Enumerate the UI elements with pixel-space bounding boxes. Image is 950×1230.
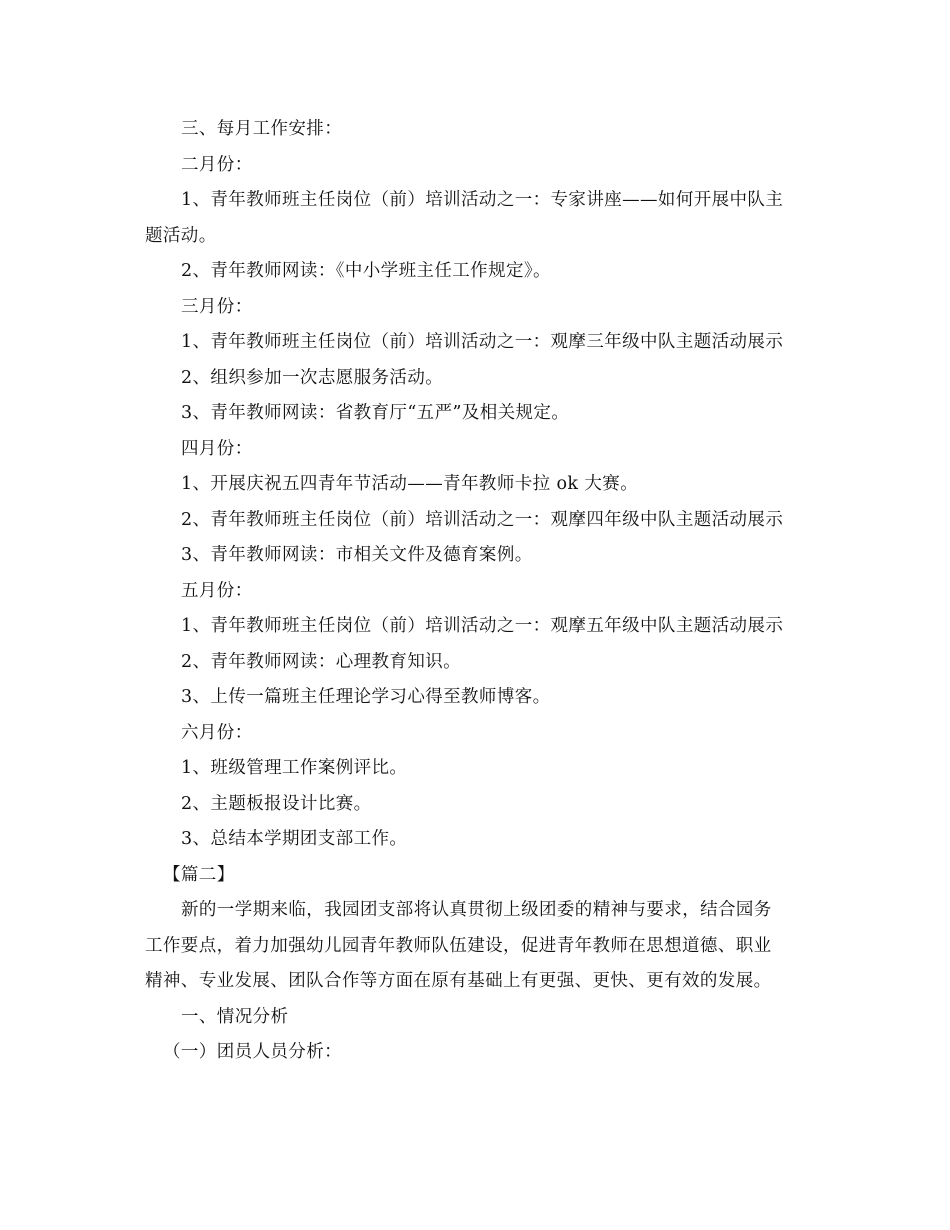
list-item: 2、青年教师网读：心理教育知识。	[181, 651, 462, 672]
paragraph-line: 精神、专业发展、团队合作等方面在原有基础上有更强、更快、更有效的发展。	[145, 971, 772, 991]
paragraph-line: 新的一学期来临，我园团支部将认真贯彻上级团委的精神与要求，结合园务	[181, 900, 772, 920]
month-heading: 六月份：	[181, 722, 253, 743]
month-heading: 三月份：	[181, 296, 253, 317]
section-title: 一、情况分析	[181, 1006, 289, 1027]
section-title: 三、每月工作安排：	[181, 119, 343, 139]
paragraph	[145, 183, 813, 254]
list-item: 1、青年教师班主任岗位（前）培训活动之一：观摩五年级中队主题活动展示	[181, 616, 784, 636]
list-item: 1、青年教师班主任岗位（前）培训活动之一：观摩三年级中队主题活动展示	[181, 332, 784, 352]
subsection-title: （一）团员人员分析：	[163, 1042, 342, 1062]
month-heading: 四月份：	[181, 438, 253, 459]
list-item: 1、开展庆祝五四青年节活动——青年教师卡拉 ok 大赛。	[181, 474, 639, 494]
month-heading: 五月份：	[181, 580, 253, 601]
paragraph-line: 工作要点，着力加强幼儿园青年教师队伍建设，促进青年教师在思想道德、职业	[145, 935, 772, 956]
list-item: 2、青年教师网读：《中小学班主任工作规定》。	[181, 261, 551, 281]
list-item: 3、总结本学期团支部工作。	[181, 829, 408, 849]
list-item: 1、班级管理工作案例评比。	[181, 758, 408, 778]
list-item: 2、主题板报设计比赛。	[181, 793, 372, 814]
list-item: 3、青年教师网读：市相关文件及德育案例。	[181, 545, 533, 565]
list-item: 2、组织参加一次志愿服务活动。	[181, 367, 444, 388]
paragraph-line: 题活动。	[145, 225, 217, 246]
section-heading: 【篇二】	[163, 864, 235, 885]
document-body	[145, 112, 813, 1071]
list-item: 3、上传一篇班主任理论学习心得至教师博客。	[181, 687, 551, 707]
list-item: 3、青年教师网读：省教育厅“五严”及相关规定。	[181, 403, 570, 423]
month-heading: 二月份：	[181, 154, 253, 175]
paragraph	[145, 893, 813, 1000]
paragraph-line: 1、青年教师班主任岗位（前）培训活动之一：专家讲座——如何开展中队主	[181, 190, 784, 210]
list-item: 2、青年教师班主任岗位（前）培训活动之一：观摩四年级中队主题活动展示	[181, 509, 784, 530]
